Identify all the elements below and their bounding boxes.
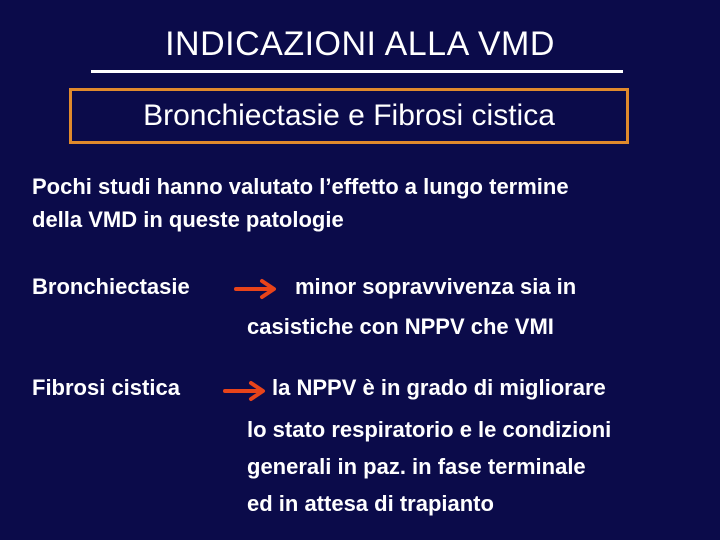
item-desc-line: la NPPV è in grado di migliorare <box>272 375 606 400</box>
item-desc-line: lo stato respiratorio e le condizioni <box>247 417 612 442</box>
item-desc-line: minor sopravvivenza sia in <box>295 274 577 299</box>
slide-title: INDICAZIONI ALLA VMD <box>165 25 555 63</box>
item-desc-line: ed in attesa di trapianto <box>247 491 494 516</box>
title-underline <box>91 70 623 73</box>
right-arrow-icon <box>223 380 275 402</box>
right-arrow-icon <box>234 278 286 300</box>
item-desc-block <box>247 411 611 522</box>
term-bronchiectasie: Bronchiectasie <box>32 274 190 299</box>
item-desc-line: generali in paz. in fase terminale <box>247 454 586 479</box>
intro-paragraph <box>32 170 692 236</box>
intro-line: della VMD in queste patologie <box>32 207 344 232</box>
term-fibrosi-cistica: Fibrosi cistica <box>32 375 180 400</box>
intro-line: Pochi studi hanno valutato l’effetto a lungo termine <box>32 174 569 199</box>
slide-subtitle: Bronchiectasie e Fibrosi cistica <box>143 99 555 132</box>
item-desc-line: casistiche con NPPV che VMI <box>247 314 554 339</box>
subtitle-box <box>69 88 629 144</box>
